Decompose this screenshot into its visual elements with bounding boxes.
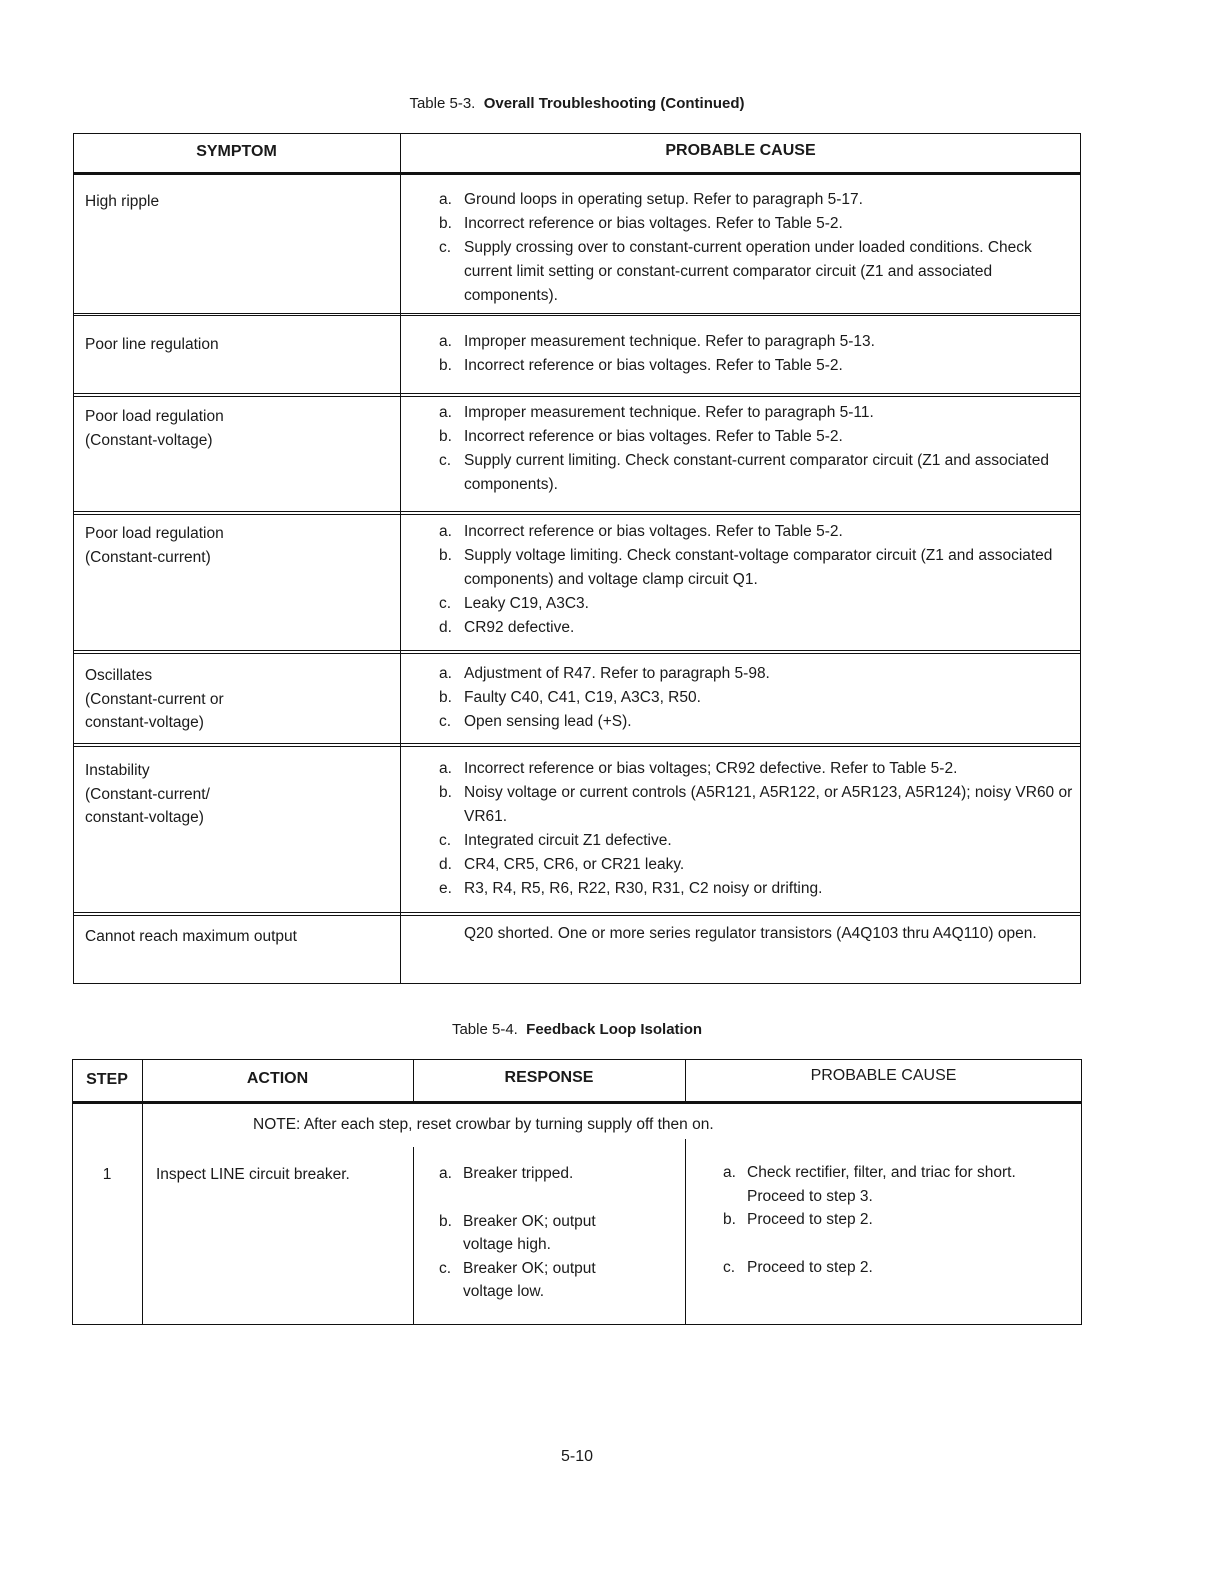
caption-number: Table 5-3. (409, 95, 476, 112)
cause-item: b. Incorrect reference or bias voltages. Refer to Table 5-2. (439, 215, 843, 232)
cause-cell (439, 757, 1079, 901)
response-item: a. Breaker tripped. (439, 1165, 574, 1182)
cause-item: c. Leaky C19, A3C3. (439, 595, 589, 612)
cause-cell (439, 520, 1079, 640)
cause-item: c. Open sensing lead (+S). (439, 713, 632, 730)
symptom-cell: Oscillates (Constant-current or constant-voltage) (85, 667, 224, 731)
page-number: 5-10 (560, 1448, 594, 1465)
cause-item: b. Incorrect reference or bias voltages. Refer to Table 5-2. (439, 428, 843, 445)
table-5-4-caption (0, 1021, 1154, 1038)
symptom-cell: Cannot reach maximum output (85, 928, 297, 945)
header-symptom: SYMPTOM (196, 143, 277, 160)
probable-cause-cell (723, 1161, 1043, 1279)
cause-item: d. CR92 defective. (439, 619, 575, 636)
caption-title: Feedback Loop Isolation (526, 1021, 703, 1038)
caption-title: Overall Troubleshooting (Continued) (483, 95, 745, 112)
header-response: RESPONSE (504, 1069, 594, 1086)
symptom-cell: Poor load regulation (Constant-voltage) (85, 408, 224, 449)
cause-item: c. Supply crossing over to constant-current operation under loaded conditions. Check current limit setting or constant-current comparator circuit (Z1 and associated components). (439, 239, 1032, 304)
cause-item: d. CR4, CR5, CR6, or CR21 leaky. (439, 856, 685, 873)
cause-cell (439, 922, 1079, 946)
cause-item: a. Improper measurement technique. Refer to paragraph 5-13. (439, 333, 875, 350)
cause-cell (439, 330, 1079, 378)
feedback-loop-table (72, 1059, 1082, 1325)
row-divider (73, 396, 1081, 397)
cause-item: a. Incorrect reference or bias voltages; CR92 defective. Refer to Table 5-2. (439, 760, 958, 777)
cause-item: a. Adjustment of R47. Refer to paragraph 5-98. (439, 665, 770, 682)
row-divider (73, 915, 1081, 916)
cause-item: Q20 shorted. One or more series regulator transistors (A4Q103 thru A4Q110) open. (464, 925, 1037, 942)
header-rule (72, 1101, 1082, 1104)
row-divider (73, 650, 1081, 651)
symptom-cell: Poor load regulation (Constant-current) (85, 525, 224, 566)
cause-item: b. Proceed to step 2. (723, 1211, 873, 1228)
row-divider (73, 746, 1081, 747)
column-divider (685, 1139, 686, 1324)
cause-item: a. Incorrect reference or bias voltages. Refer to Table 5-2. (439, 523, 843, 540)
header-rule (73, 172, 1081, 175)
header-action: ACTION (246, 1070, 309, 1087)
cause-item: a. Ground loops in operating setup. Refer to paragraph 5-17. (439, 191, 863, 208)
header-probable-cause: PROBABLE CAUSE (665, 142, 816, 159)
step-number: 1 (102, 1166, 112, 1183)
cause-item: c. Supply current limiting. Check constant-current comparator circuit (Z1 and associated components). (439, 452, 1049, 493)
row-divider (73, 393, 1081, 394)
column-divider (413, 1147, 414, 1324)
response-item: b. Breaker OK; output voltage high. (439, 1212, 596, 1253)
row-divider (73, 315, 1081, 316)
cause-item: e. R3, R4, R5, R6, R22, R30, R31, C2 noisy or drifting. (439, 880, 823, 897)
header-probable-cause: PROBABLE CAUSE (810, 1067, 957, 1084)
cause-item: c. Proceed to step 2. (723, 1258, 873, 1276)
cause-item: b. Incorrect reference or bias voltages. Refer to Table 5-2. (439, 357, 843, 374)
cause-cell (439, 188, 1079, 308)
action-cell: Inspect LINE circuit breaker. (156, 1166, 350, 1183)
cause-cell (439, 662, 1079, 734)
note: NOTE: After each step, reset crowbar by turning supply off then on. (250, 1116, 717, 1134)
column-divider (400, 133, 401, 983)
symptom-cell: High ripple (85, 193, 160, 210)
cause-cell (439, 401, 1079, 497)
response-item: c. Breaker OK; output voltage low. (439, 1259, 596, 1300)
troubleshooting-table (73, 133, 1081, 984)
header-step: STEP (86, 1071, 128, 1088)
cause-item: a. Check rectifier, filter, and triac for short. Proceed to step 3. (723, 1164, 1016, 1205)
row-divider (73, 743, 1081, 744)
response-cell (439, 1162, 669, 1304)
row-divider (73, 912, 1081, 913)
symptom-cell: Instability (Constant-current/ constant-voltage) (85, 762, 210, 826)
symptom-cell: Poor line regulation (85, 336, 219, 353)
cause-item: c. Integrated circuit Z1 defective. (439, 832, 672, 849)
row-divider (73, 653, 1081, 654)
table-5-3-caption (0, 95, 1154, 112)
row-divider (73, 313, 1081, 314)
cause-item: b. Supply voltage limiting. Check constant-voltage comparator circuit (Z1 and associated components) and voltage clamp circuit Q1. (439, 547, 1053, 588)
cause-item: b. Noisy voltage or current controls (A5R121, A5R122, or A5R123, A5R124); noisy VR60 or VR61. (439, 784, 1073, 825)
caption-number: Table 5-4. (451, 1021, 518, 1038)
row-divider (73, 511, 1081, 512)
cause-item: b. Faulty C40, C41, C19, A3C3, R50. (439, 689, 701, 706)
cause-item: a. Improper measurement technique. Refer to paragraph 5-11. (439, 404, 874, 421)
column-divider (142, 1059, 143, 1324)
row-divider (73, 514, 1081, 515)
